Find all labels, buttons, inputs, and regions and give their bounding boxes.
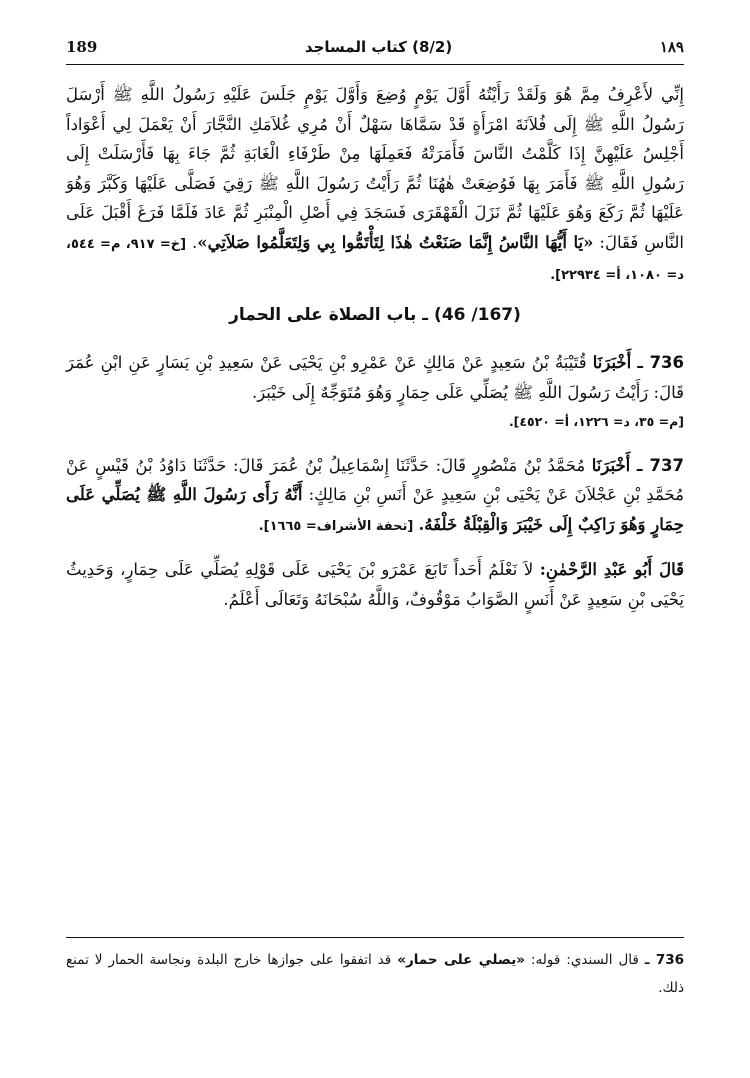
continued-hadith-text: إِنِّي لأَعْرِفُ مِمَّ هُوَ وَلَقَدْ رَأَيْتُهُ أَوَّلَ يَوْمٍ وُضِعَ وَأَوَّلَ يَوْمٍ جَلَسَ عَلَيْهِ رَسُولُ اللَّهِ ﷺ أَرْسَلَ رَسُولُ اللَّهِ ﷺ إِلَى فُلاَنَةَ امْرَأَةٍ قَدْ سَمَّاهَا سَهْلٌ أَنْ مُرِي غُلاَمَكِ النَّجَّارَ أَنْ يَعْمَلَ لِي أَعْوَاداً أَجْلِسُ عَلَيْهِنَّ إِذَا كَلَّمْتُ النَّاسَ فَأَمَرَتْهُ فَعَمِلَهَا مِنْ طَرْفَاءِ الْغَابَةِ ثُمَّ جَاءَ بِهَا فَأَرْسَلَتْ إِلَى رَسُولِ اللَّهِ ﷺ فَأَمَرَ بِهَا فَوُضِعَتْ هٰهُنَا ثُمَّ رَأَيْتُ رَسُولَ اللَّهِ ﷺ رَقِيَ فَصَلَّى عَلَيْهَا وَكَبَّرَ وَهُوَ عَلَيْهَا ثُمَّ رَكَعَ وَهُوَ عَلَيْهَا ثُمَّ نَزَلَ الْقَهْقَرَى فَسَجَدَ فِي أَصْلِ الْمِنْبَرِ ثُمَّ عَادَ فَلَمَّا فَرَغَ أَقْبَلَ عَلَى النَّاسِ فَقَالَ: [66,85,684,252]
main-text [66,80,684,614]
commentary-lead: قَالَ أَبُو عَبْدِ الرَّحْمٰنِ: [539,560,685,579]
hadith-737-number: 737 ـ [636,455,684,475]
page-header [66,30,684,65]
hadith-736-isnad: قُتَيْبَةُ بْنُ سَعِيدٍ عَنْ مَالِكٍ عَنْ عَمْرِو بْنِ يَحْيَى عَنْ سَعِيدِ بْنِ يَسَارٍ عَنِ ابْنِ عُمَرَ قَالَ: [66,353,684,402]
hadith-736 [66,348,684,407]
hadith-737 [66,451,684,542]
hadith-736-reference: [م= ٣٥، د= ١٢٢٦، أ= ٤٥٢٠]. [508,414,684,429]
chapter-heading: (167/ 46) ـ باب الصلاة على الحمار [229,304,521,325]
footnote-divider [66,937,684,938]
footnote-text: قد اتفقوا على جوازها خارج البلدة ونجاسة الحمار لا تمنع ذلك. [66,952,684,996]
footnote-quote: «يصلي على حمار» [397,952,525,968]
hadith-737-reference: [تحفة الأشراف= ١٦٦٥]. [258,518,414,534]
commentary-text: لاَ نَعْلَمُ أَحَداً تَابَعَ عَمْرَو بْنَ يَحْيَى عَلَى قَوْلِهِ يُصَلِّي عَلَى حِمَارٍ، وَحَدِيثُ يَحْيَى بْنِ سَعِيدٍ عَنْ أَنَسٍ الصَّوَابُ مَوْقُوفٌ، وَاللَّهُ سُبْحَانَهُ وَتَعَالَى أَعْلَمُ. [66,560,684,609]
prophet-quote: «يَا أَيُّهَا النَّاسُ إِنَّمَا صَنَعْتُ هٰذَا لِتَأْتَمُّوا بِي وَلِتَعَلَّمُوا صَلاَتِي» [197,232,594,252]
hadith-736-akhbarana: أَخْبَرَنَا [592,353,632,372]
footnote-lead: قال السندي: قوله: [530,952,639,968]
footnote-number: 736 ـ [644,952,684,968]
author-commentary [66,555,684,614]
continued-hadith-reference: [خ= ٩١٧، م= ٥٤٤، د= ١٠٨٠، أ= ٢٢٩٣٤]. [66,236,684,283]
footnote [66,946,684,1002]
page-number-arabic: ١٨٩ [659,38,684,56]
continued-hadith: إِنِّي لأَعْرِفُ مِمَّ هُوَ وَلَقَدْ رَأَيْتُهُ أَوَّلَ يَوْمٍ وُضِعَ وَأَوَّلَ يَوْمٍ جَلَسَ عَلَيْهِ رَسُولُ اللَّهِ ﷺ أَرْسَلَ رَسُولُ اللَّهِ ﷺ إِلَى فُلاَنَةَ امْرَأَةٍ قَدْ سَمَّاهَا سَهْلٌ أَنْ مُرِي غُلاَمَكِ النَّجَّارَ أَنْ يَعْمَلَ لِي أَعْوَاداً أَجْلِسُ عَلَيْهِنَّ إِذَا كَلَّمْتُ النَّاسَ فَأَمَرَتْهُ فَعَمِلَهَا مِنْ طَرْفَاءِ الْغَابَةِ ثُمَّ جَاءَ بِهَا فَأَرْسَلَتْ إِلَى رَسُولِ اللَّهِ ﷺ فَأَمَرَ بِهَا فَوُضِعَتْ هٰهُنَا ثُمَّ رَأَيْتُ رَسُولَ اللَّهِ ﷺ رَقِيَ فَصَلَّى عَلَيْهَا وَكَبَّرَ وَهُوَ عَلَيْهَا ثُمَّ رَكَعَ وَهُوَ عَلَيْهَا ثُمَّ نَزَلَ الْقَهْقَرَى فَسَجَدَ فِي أَصْلِ الْمِنْبَرِ ثُمَّ عَادَ فَلَمَّا فَرَغَ أَقْبَلَ عَلَى النَّاسِ فَقَالَ: «يَا أَيُّهَا النَّاسُ إِنَّمَا صَنَعْتُ هٰذَا لِتَأْتَمُّوا بِي وَلِتَعَلَّمُوا صَلاَتِي». [خ= ٩١٧، م= ٥٤٤، د= ١٠٨٠، أ= ٢٢٩٣٤]. [66,85,684,283]
hadith-736-number: 736 ـ [637,353,685,372]
page-number-latin: 189 [66,38,98,56]
hadith-737-akhbarana: أَخْبَرَنَا [591,455,631,475]
hadith-736-matn: رَأَيْتُ رَسُولَ اللَّهِ ﷺ يُصَلِّي عَلَى حِمَارٍ وَهُوَ مُتَوَجِّهٌ إِلَى خَيْبَرَ. [251,382,649,402]
hadith-737-matn: أَنَّهُ رَأَى رَسُولَ اللَّهِ ﷺ يُصَلِّي عَلَى حِمَارٍ وَهُوَ رَاكِبٌ إِلَى خَيْبَرَ وَالْقِبْلَةُ خَلْفَهُ. [66,485,684,534]
running-title: (8/2) كتاب المساجد [304,38,453,56]
hadith-737-isnad: مُحَمَّدُ بْنُ مَنْصُورٍ قَالَ: حَدَّثَنَا إِسْمَاعِيلُ بْنُ عُمَرَ قَالَ: حَدَّثَنَا دَاوُدُ بْنُ قَيْسٍ عَنْ مُحَمَّدِ بْنِ عَجْلاَنَ عَنْ يَحْيَى بْنِ سَعِيدٍ عَنْ أَنَسِ بْنِ مَالِكٍ: [66,455,684,504]
